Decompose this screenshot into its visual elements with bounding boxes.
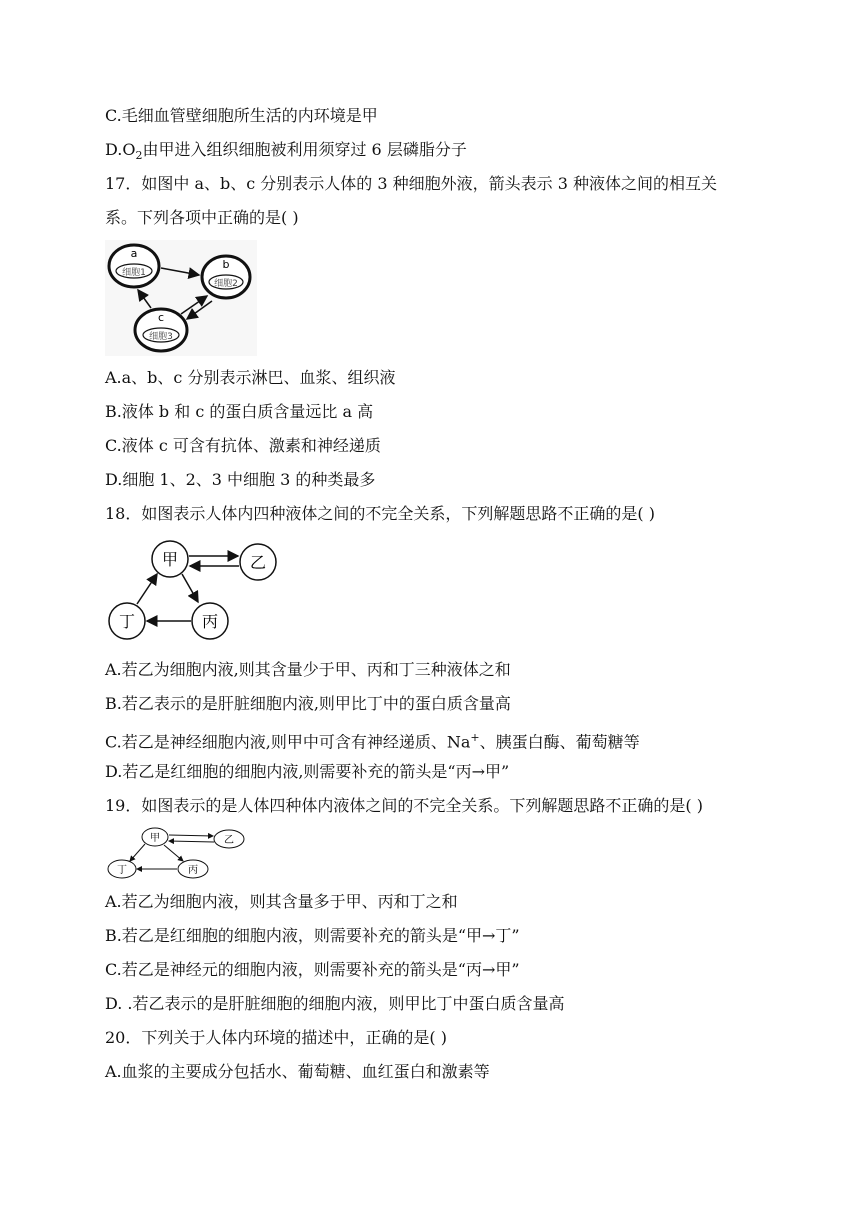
q19-fig-label-ding: 丁: [117, 865, 127, 876]
q18-fig-label-jia: 甲: [161, 550, 179, 569]
q18-option-b: B.若乙表示的是肝脏细胞内液,则甲比丁中的蛋白质含量高: [105, 694, 511, 713]
q19-fig-node-bing: [178, 860, 208, 878]
q17-fig-node-c: [135, 309, 187, 351]
q16-option-d-prefix: D.O: [105, 140, 136, 159]
q18-arrow-jia-to-bing: [182, 574, 198, 602]
q17-option-b: B.液体 b 和 c 的蛋白质含量远比 a 高: [105, 402, 374, 421]
q17-option-a: A.a、b、c 分别表示淋巴、血浆、组织液: [105, 368, 396, 387]
q18-arrow-ding-to-jia: [137, 574, 157, 604]
q20-stem: 20．下列关于人体内环境的描述中，正确的是( ): [105, 1028, 447, 1047]
q19-arrow-yi-to-jia: [169, 841, 214, 842]
q19-arrow-jia-to-bing: [164, 845, 183, 861]
q19-option-a: A.若乙为细胞内液，则其含量多于甲、丙和丁之和: [105, 892, 458, 911]
q19-option-d: D. .若乙表示的是肝脏细胞的细胞内液，则甲比丁中蛋白质含量高: [105, 994, 565, 1013]
q18-fig-node-ding: [109, 603, 145, 639]
q16-option-d-subscript: 2: [135, 149, 143, 163]
q18-stem: 18．如图表示人体内四种液体之间的不完全关系，下列解题思路不正确的是( ): [105, 504, 655, 523]
q16-option-d-rest: 由甲进入组织细胞被利用须穿过 6 层磷脂分子: [142, 140, 467, 159]
q17-fig-cell1: 细胞1: [122, 268, 146, 278]
q17-fig-node-a: [109, 245, 159, 287]
q17-fig-cell2: 细胞2: [214, 279, 238, 289]
q19-stem: 19．如图表示的是人体四种体内液体之间的不完全关系。下列解题思路不正确的是( ): [105, 796, 703, 815]
q17-fig-node-b: [202, 256, 250, 298]
q17-fig-cell3: 细胞3: [149, 332, 173, 342]
q16-option-d: [105, 140, 467, 166]
q17-fig-label-c: c: [157, 311, 165, 324]
q19-fig-label-yi: 乙: [224, 835, 234, 846]
q18-fig-label-yi: 乙: [249, 553, 267, 572]
q18-fig-label-bing: 丙: [201, 612, 219, 631]
q19-option-b: B.若乙是红细胞的细胞内液，则需要补充的箭头是“甲→丁”: [105, 926, 520, 945]
q19-figure: [105, 826, 247, 882]
q18-option-c-superscript: +: [470, 731, 480, 744]
q18-option-a: A.若乙为细胞内液,则其含量少于甲、丙和丁三种液体之和: [105, 660, 511, 679]
q19-arrow-jia-to-yi: [169, 835, 213, 836]
q17-figure: [105, 240, 257, 356]
q17-stem-line1: 17．如图中 a、b、c 分别表示人体的 3 种细胞外液，箭头表示 3 种液体之间的相互关: [105, 174, 717, 193]
q17-fig-label-a: a: [130, 247, 138, 260]
q16-option-c: C.毛细血管壁细胞所生活的内环境是甲: [105, 106, 378, 125]
q19-arrow-jia-to-ding: [130, 844, 145, 861]
q17-option-d: D.细胞 1、2、3 中细胞 3 的种类最多: [105, 470, 376, 489]
q19-fig-label-jia: 甲: [150, 833, 160, 844]
q18-option-c: [105, 728, 640, 752]
q17-fig-label-b: b: [222, 258, 230, 271]
q20-option-a: A.血浆的主要成分包括水、葡萄糖、血红蛋白和激素等: [105, 1062, 490, 1081]
q19-fig-node-yi: [214, 830, 244, 848]
q19-fig-label-bing: 丙: [188, 865, 198, 876]
q18-fig-node-yi: [240, 544, 276, 580]
q18-option-d: D.若乙是红细胞的细胞内液,则需要补充的箭头是“丙→甲”: [105, 762, 510, 781]
q19-fig-node-jia: [142, 828, 168, 846]
q17-option-c: C.液体 c 可含有抗体、激素和神经递质: [105, 436, 381, 455]
q19-option-c: C.若乙是神经元的细胞内液，则需要补充的箭头是“丙→甲”: [105, 960, 520, 979]
q18-figure: [105, 538, 287, 643]
q18-option-c-rest: 、胰蛋白酶、葡萄糖等: [479, 732, 640, 752]
q18-option-c-prefix: C.若乙是神经细胞内液,则甲中可含有神经递质、Na: [105, 732, 471, 752]
q19-fig-node-ding: [108, 860, 136, 878]
q17-stem-line2: 系。下列各项中正确的是( ): [105, 208, 299, 227]
q18-fig-label-ding: 丁: [118, 612, 136, 631]
q18-fig-node-bing: [192, 603, 228, 639]
q18-fig-node-jia: [152, 541, 188, 577]
